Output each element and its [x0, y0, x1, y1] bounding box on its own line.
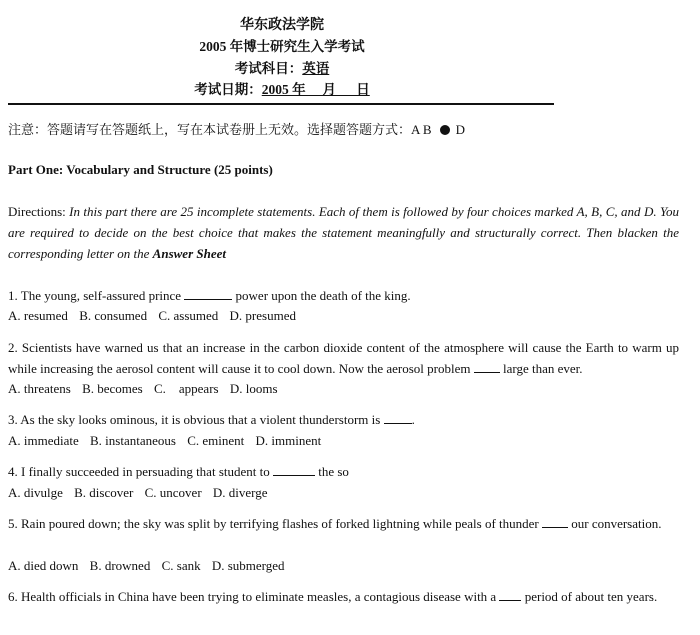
- date-value: 2005 年 月 日: [261, 82, 370, 97]
- option-a: A. immediate: [8, 433, 79, 448]
- subject-label: 考试科目：: [234, 61, 303, 76]
- question-text: 5. Rain poured down; the sky was split by terrifying flashes of forked lightning while peals of thunder: [8, 516, 539, 531]
- notice-text: 注意：答题请写在答题纸上，写在本试卷册上无效。选择题答题方式：A B: [8, 122, 432, 137]
- option-d: D. presumed: [229, 308, 296, 323]
- question-text-end: the so: [318, 464, 349, 479]
- notice-option-d: D: [455, 122, 465, 137]
- question-text: 3. As the sky looks ominous, it is obvious that a violent thunderstorm is: [8, 412, 381, 427]
- question-1-options: [8, 305, 304, 326]
- filled-circle-icon: [440, 125, 450, 135]
- option-d: D. imminent: [255, 433, 322, 448]
- exam-title: 2005 年博士研究生入学考试: [199, 39, 365, 54]
- option-b: B. becomes: [82, 381, 143, 396]
- option-c: C. eminent: [187, 433, 245, 448]
- option-b: B. drowned: [89, 558, 151, 573]
- option-b: B. consumed: [79, 308, 148, 323]
- question-text-end: our conversation.: [571, 516, 662, 531]
- option-b: B. instantaneous: [90, 433, 176, 448]
- question-text-end: power upon the death of the king.: [235, 288, 411, 303]
- date-line: [8, 78, 556, 98]
- subject-line: [8, 57, 556, 77]
- question-5-options: [8, 555, 293, 576]
- option-a: A. resumed: [8, 308, 68, 323]
- answer-blank: [499, 588, 521, 601]
- date-label: 考试日期：: [194, 82, 262, 97]
- question-text: 4. I finally succeeded in persuading that student to: [8, 464, 270, 479]
- directions-body: In this part there are 25 incomplete statements. Each of them is followed by four choices marked A, B, C, and D. You are required to decide on the best choice that makes the statement meaningfully and structurally correct. Then blacken the corresponding letter on the: [8, 204, 680, 261]
- subject-value: 英语: [302, 61, 330, 76]
- question-1: [8, 285, 679, 306]
- question-4-options: [8, 482, 276, 503]
- question-text-end: period of about ten years.: [524, 589, 658, 604]
- option-d: D. looms: [229, 381, 278, 396]
- question-6: [8, 586, 679, 607]
- option-a: A. divulge: [8, 485, 63, 500]
- directions-label: Directions:: [8, 204, 66, 219]
- answer-blank: [273, 463, 315, 476]
- option-a: A. died down: [8, 558, 79, 573]
- question-2-options: [8, 378, 286, 399]
- option-c: C. sank: [161, 558, 201, 573]
- question-text-end: large than ever.: [502, 361, 583, 376]
- answer-blank: [474, 360, 500, 373]
- question-3-options: [8, 430, 329, 451]
- answer-sheet-emphasis: Answer Sheet: [152, 246, 226, 261]
- answer-blank: [542, 515, 568, 528]
- question-text: 1. The young, self-assured prince: [8, 288, 182, 303]
- option-c: C. appears: [153, 381, 219, 396]
- notice: [8, 119, 465, 138]
- question-text: 6. Health officials in China have been trying to eliminate measles, a contagious disease with a: [8, 589, 497, 604]
- option-a: A. threatens: [8, 381, 71, 396]
- question-4: [8, 461, 679, 482]
- option-d: D. submerged: [211, 558, 285, 573]
- exam-page: [8, 0, 680, 635]
- question-3: [8, 409, 679, 430]
- question-text-end: .: [411, 412, 415, 427]
- option-b: B. discover: [74, 485, 134, 500]
- option-c: C. assumed: [158, 308, 219, 323]
- part-title: Part One: Vocabulary and Structure (25 points): [8, 162, 273, 177]
- option-c: C. uncover: [144, 485, 202, 500]
- directions: [8, 201, 679, 264]
- option-d: D. diverge: [212, 485, 268, 500]
- question-2: [8, 337, 679, 379]
- school-name: 华东政法学院: [240, 18, 324, 33]
- question-5: [8, 513, 679, 534]
- answer-blank: [184, 287, 232, 300]
- header-divider: [8, 103, 554, 105]
- question-text: 2. Scientists have warned us that an increase in the carbon dioxide content of the atmosphere will cause the Earth to warm up while increasing the aerosol content will cause it to cool down. Now the aerosol problem: [8, 340, 679, 376]
- answer-blank: [384, 411, 412, 424]
